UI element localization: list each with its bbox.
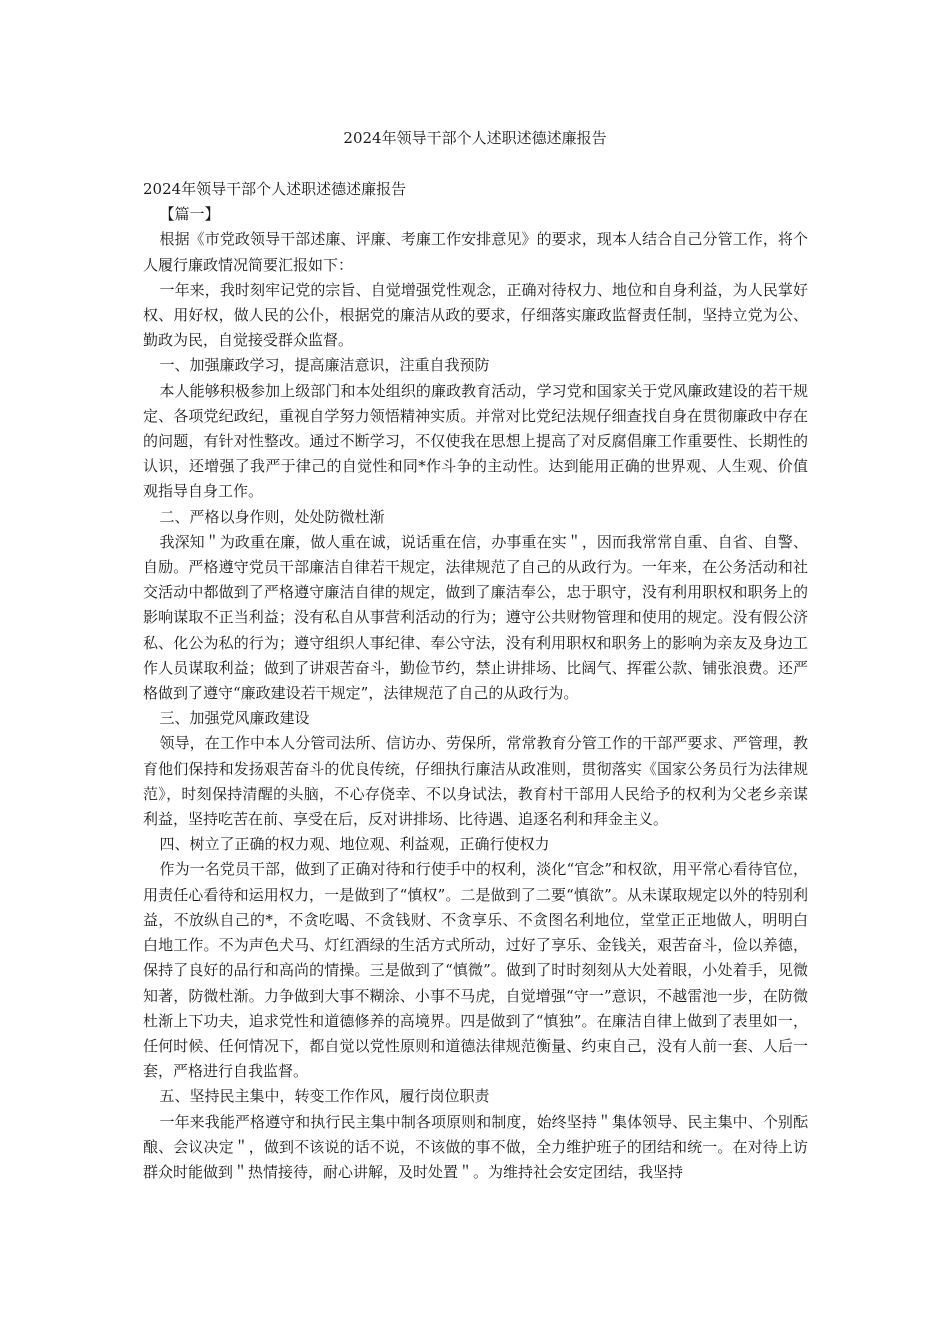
paragraph-section-2: 我深知＂为政重在廉，做人重在诚，说话重在信，办事重在实＂，因而我常常自重、自省、自警、自励。严格遵守党员干部廉洁自律若干规定，法律规范了自己的从政行为。一年来，在公务活动和社交活动中都做到了严格遵守廉洁自律的规定，做到了廉洁奉公，忠于职守，没有利用职权和职务上的影响谋取不正当利益；没有私自从事营利活动的行为；遵守公共财物管理和使用的规定。没有假公济私、化公为私的行为；遵守组织人事纪律、奉公守法，没有利用职权和职务上的影响为亲友及身边工作人员谋取利益；做到了讲艰苦奋斗，勤俭节约，禁止讲排场、比阔气、挥霍公款、铺张浪费。还严格做到了遵守“廉政建设若干规定”，法律规范了自己的从政行为。: [143, 532, 808, 703]
section-heading-5: 五、坚持民主集中，转变工作作风，履行岗位职责: [159, 1087, 490, 1106]
section-heading-3: 三、加强党风廉政建设: [159, 709, 310, 728]
document-body: [143, 177, 808, 1185]
document-subtitle: 2024年领导干部个人述职述德述廉报告: [143, 180, 407, 198]
paragraph-section-3: 领导，在工作中本人分管司法所、信访办、劳保所，常常教育分管工作的干部严要求、严管理，教育他们保持和发扬艰苦奋斗的优良传统，仔细执行廉洁从政准则，贯彻落实《国家公务员行为法律规范》，时刻保持清醒的头脑，不心存侥幸、不以身试法，教育村干部用人民给予的权利为父老乡亲谋利益，坚持吃苦在前、享受在后，反对讲排场、比待遇、追逐名利和拜金主义。: [143, 734, 808, 829]
document-title: 2024年领导干部个人述职述德述廉报告: [343, 129, 607, 147]
paragraph-section-1: 本人能够积极参加上级部门和本处组织的廉政教育活动，学习党和国家关于党风廉政建设的若干规定、各项党纪政纪，重视自学努力领悟精神实质。并常对比党纪法规仔细查找自身在贯彻廉政中存在的问题，有针对性整改。通过不断学习，不仅使我在思想上提高了对反腐倡廉工作重要性、长期性的认识，还增强了我严于律己的自觉性和同*作斗争的主动性。达到能用正确的世界观、人生观、价值观指导自身工作。: [143, 381, 808, 501]
section-heading-2: 二、严格以身作则，处处防微杜渐: [159, 507, 385, 526]
paragraph-section-5: 一年来我能严格遵守和执行民主集中制各项原则和制度，始终坚持＂集体领导、民主集中、个别酝酿、会议决定＂，做到不该说的话不说，不该做的事不做，全力维护班子的团结和统一。在对待上访群众时能做到＂热情接待，耐心讲解，及时处置＂。为维持社会安定团结，我坚持: [143, 1112, 808, 1181]
part-label: 【篇一】: [159, 205, 220, 224]
paragraph-summary: 一年来，我时刻牢记党的宗旨、自觉增强党性观念，正确对待权力、地位和自身利益，为人民掌好权、用好权，做人民的公仆，根据党的廉洁从政的要求，仔细落实廉政监督责任制，坚持立党为公、勤政为民，自觉接受群众监督。: [143, 280, 808, 350]
paragraph-section-4: 作为一名党员干部，做到了正确对待和行使手中的权利，淡化“官念”和权欲，用平常心看待官位，用责任心看待和运用权力，一是做到了“慎权”。二是做到了二要“慎欲”。从未谋取规定以外的特别利益，不放纵自己的*，不贪吃喝、不贪钱财、不贪享乐、不贪图名利地位，堂堂正正地做人，明明白白地工作。不为声色犬马、灯红酒绿的生活方式所动，过好了享乐、金钱关，艰苦奋斗，俭以养德，保持了良好的品行和高尚的情操。三是做到了“慎微”。做到了时时刻刻从大处着眼，小处着手，见微知著，防微杜渐。力争做到大事不糊涂、小事不马虎，自觉增强“守一”意识，不越雷池一步，在防微杜渐上下功夫，追求党性和道德修养的高境界。四是做到了“慎独”。在廉洁自律上做到了表里如一，任何时候、任何情况下，都自觉以党性原则和道德法律规范衡量、约束自己，没有人前一套、人后一套，严格进行自我监督。: [143, 860, 808, 1081]
section-heading-4: 四、树立了正确的权力观、地位观、利益观，正确行使权力: [159, 835, 550, 854]
paragraph-intro: 根据《市党政领导干部述廉、评廉、考廉工作安排意见》的要求，现本人结合自己分管工作，将个人履行廉政情况简要汇报如下：: [143, 230, 808, 274]
section-heading-1: 一、加强廉政学习，提高廉洁意识，注重自我预防: [159, 356, 490, 375]
